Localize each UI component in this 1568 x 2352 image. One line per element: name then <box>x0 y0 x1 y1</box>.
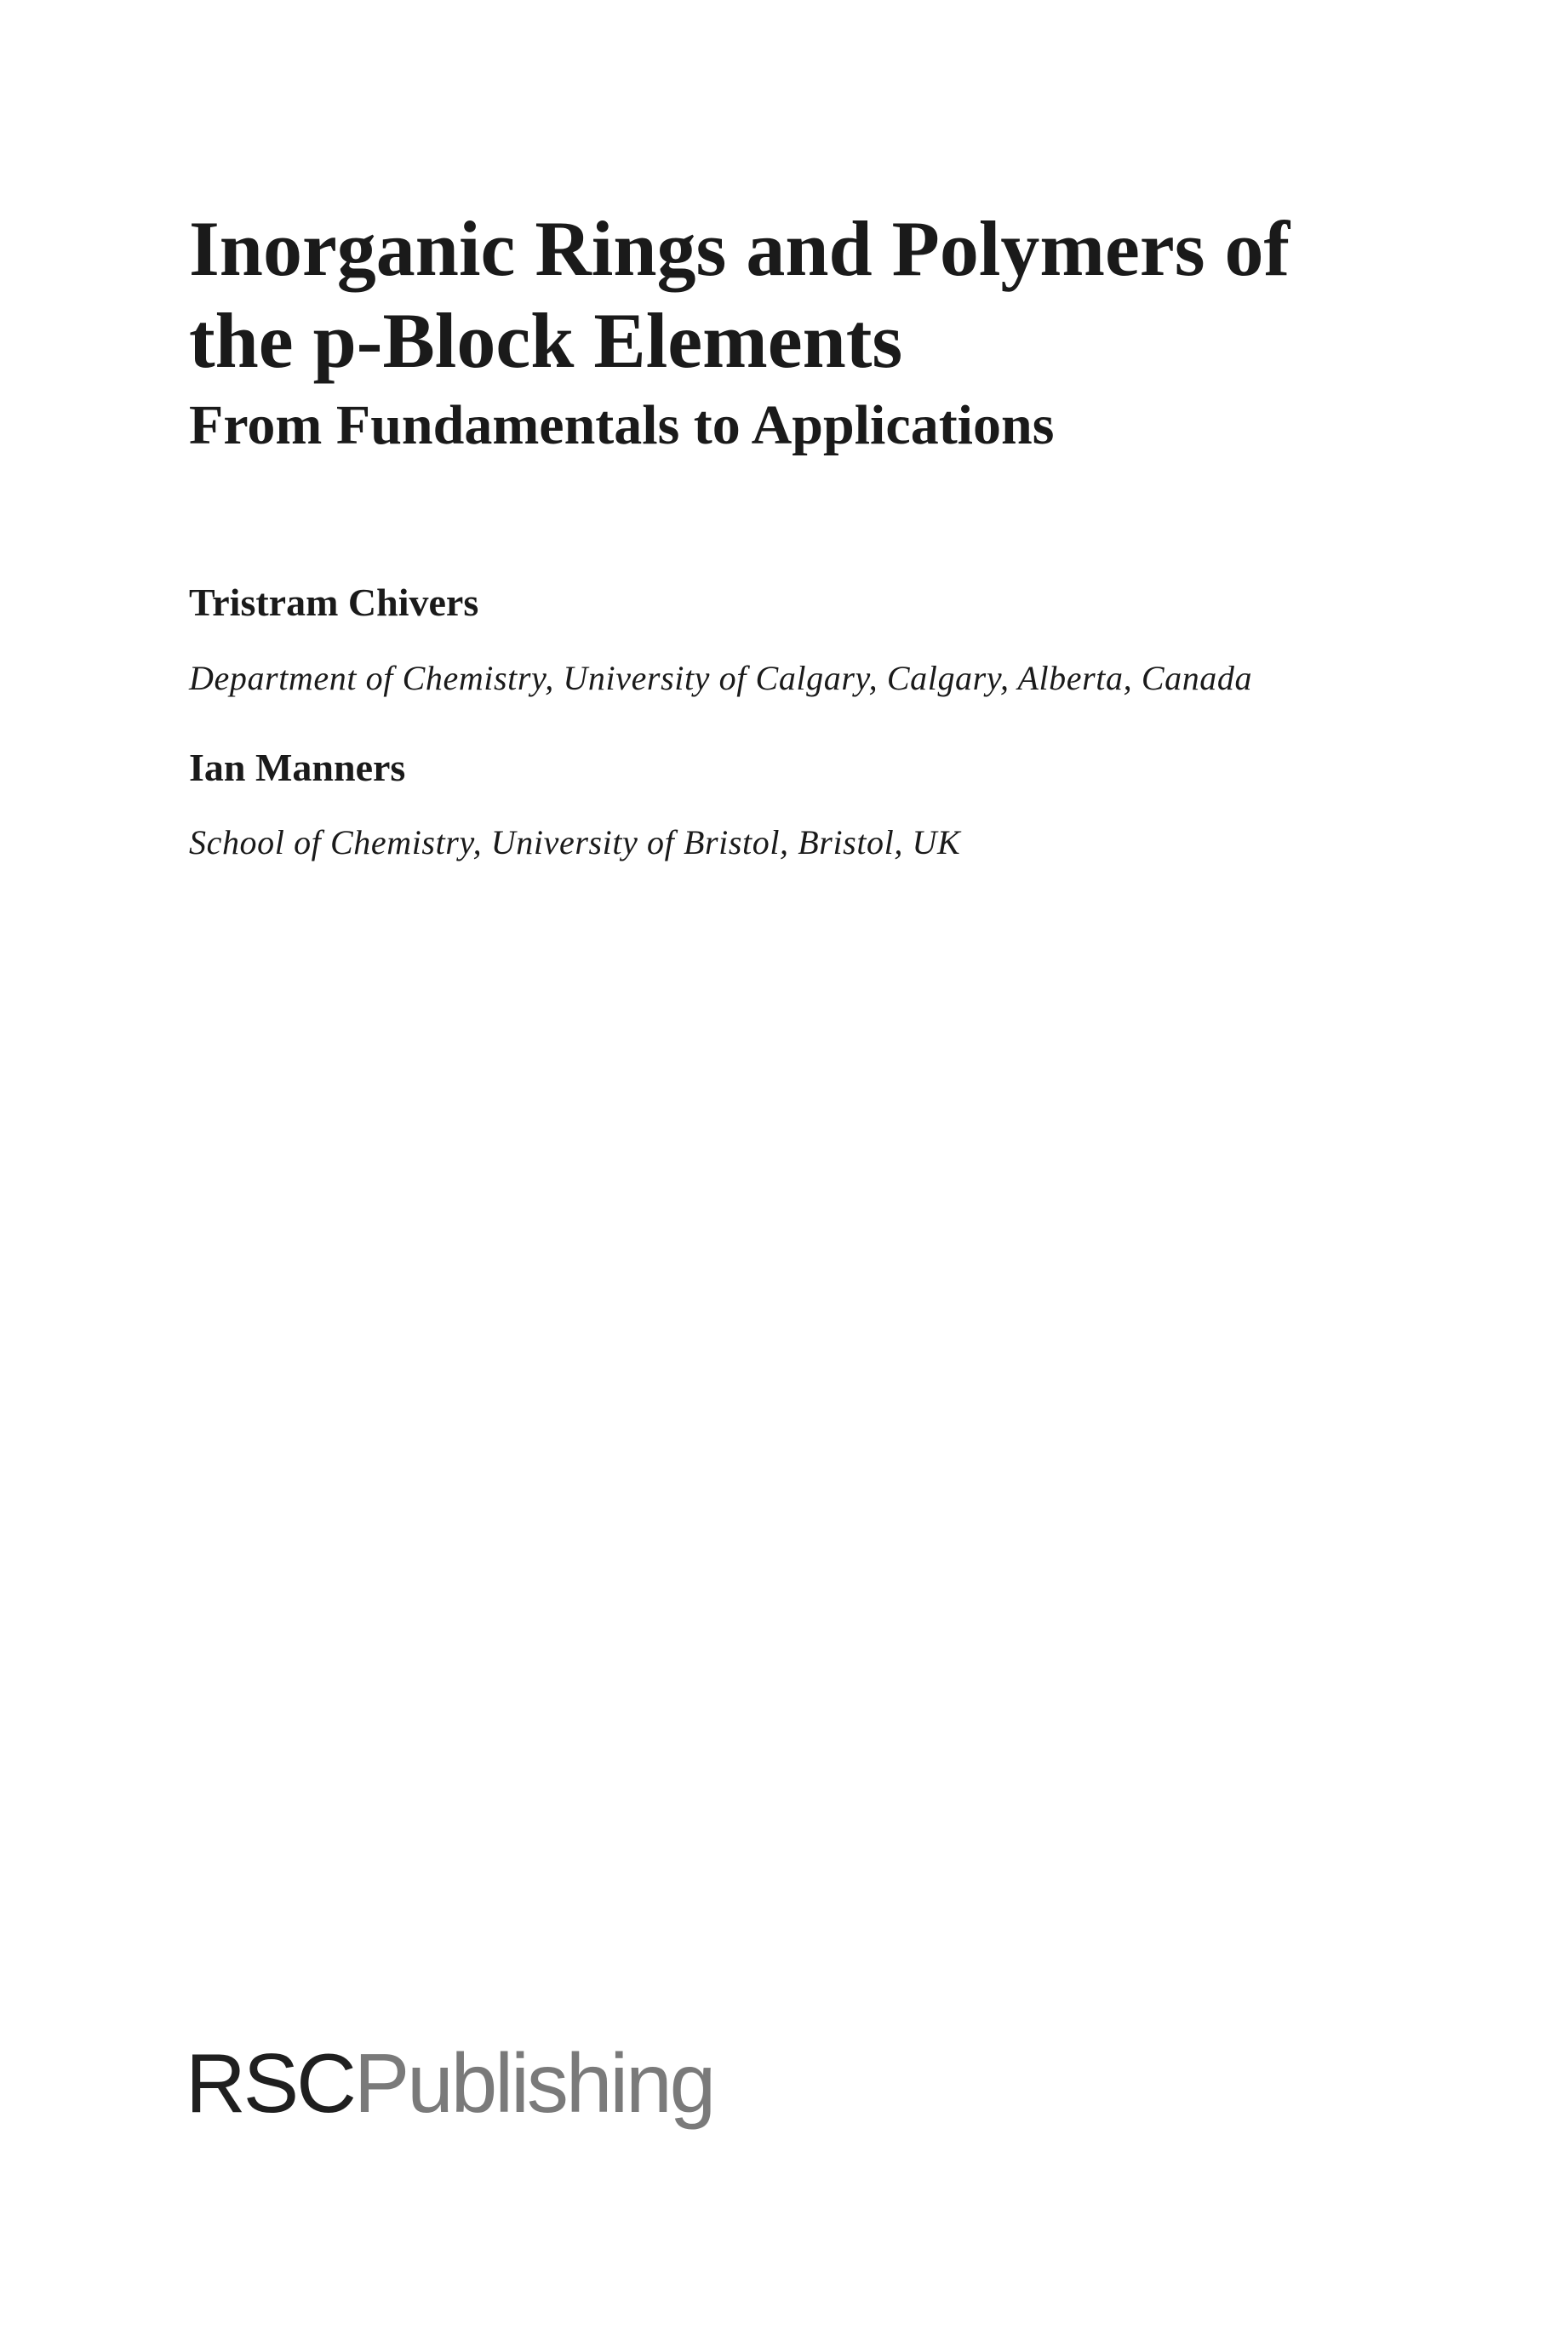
book-title <box>189 203 1290 386</box>
author-affiliation-1: Department of Chemistry, University of Calgary, Calgary, Alberta, Canada <box>189 659 1253 697</box>
publisher-logo <box>186 2036 713 2130</box>
book-subtitle: From Fundamentals to Applications <box>189 394 1055 456</box>
publisher-logo-publishing: Publishing <box>353 2036 714 2130</box>
book-title-line-1: Inorganic Rings and Polymers of <box>189 205 1290 292</box>
author-affiliation-2: School of Chemistry, University of Bristol, Bristol, UK <box>189 823 961 861</box>
book-title-line-2: the p-Block Elements <box>189 297 903 384</box>
author-name-2: Ian Manners <box>189 746 406 789</box>
author-name-1: Tristram Chivers <box>189 581 479 624</box>
publisher-logo-rsc: RSC <box>186 2036 354 2130</box>
